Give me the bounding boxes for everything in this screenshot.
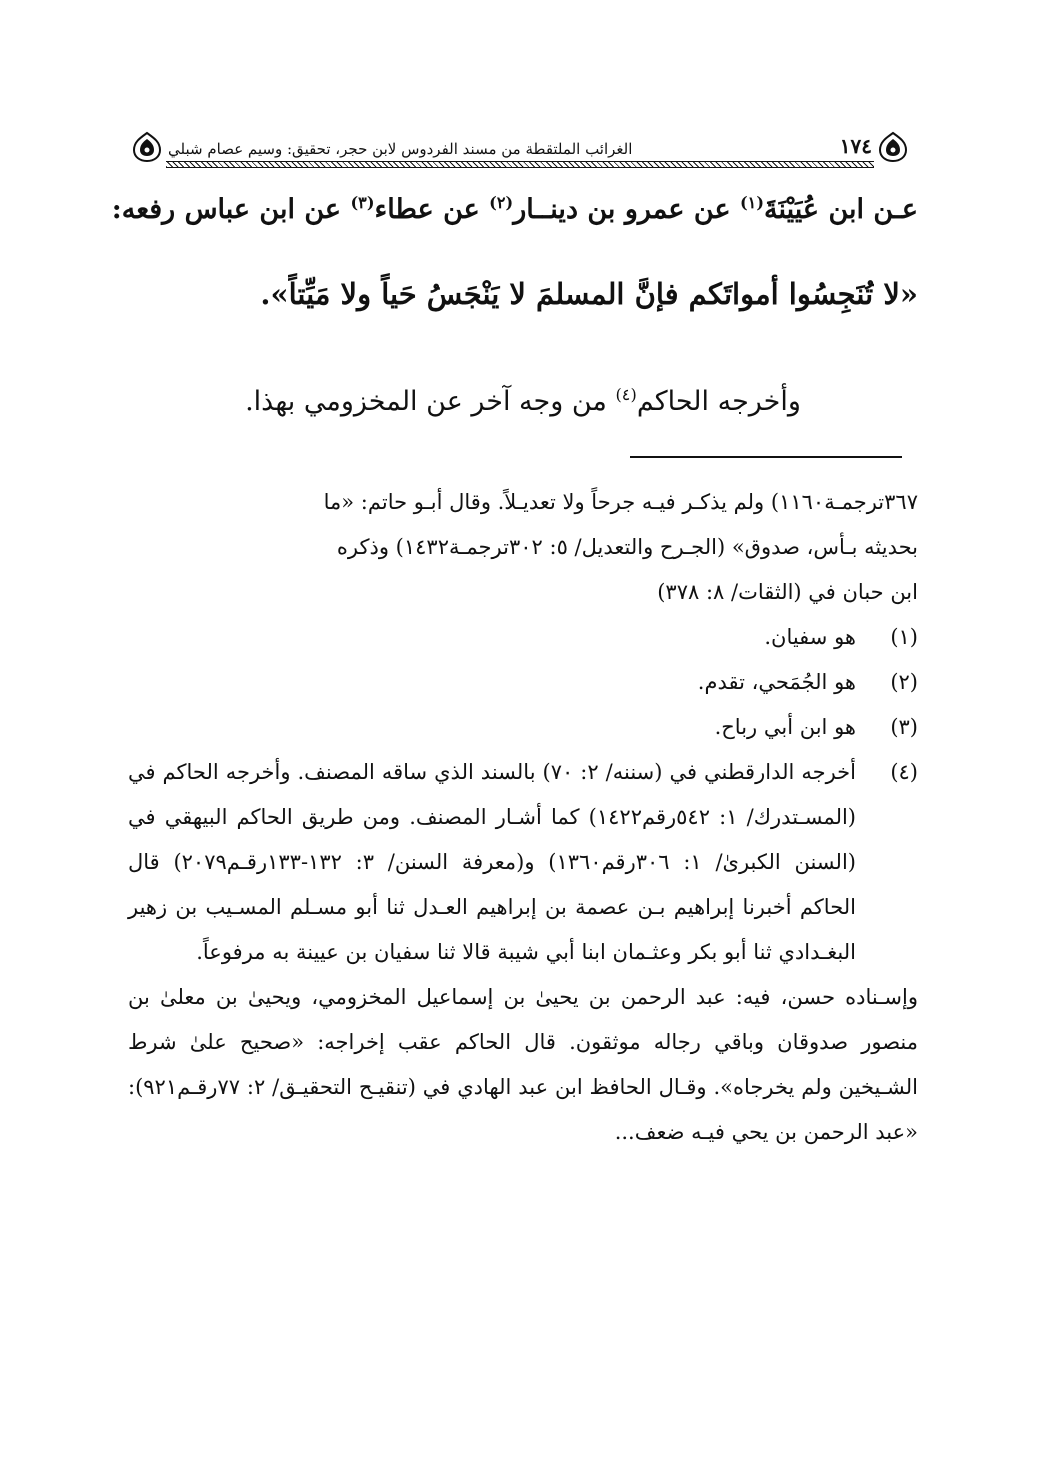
header-rule xyxy=(166,161,874,168)
isnad-text: عن عطاء xyxy=(374,194,490,225)
footnote-number: (١) xyxy=(890,625,918,649)
isnad-text: عن ابن عباس رفعه: xyxy=(111,194,351,225)
footnotes xyxy=(128,480,918,1155)
footnote-text: هو سفيان. xyxy=(764,625,856,649)
takhrij-text: من وجه آخر عن المخزومي بهذا. xyxy=(245,386,616,417)
footnote-divider xyxy=(630,456,902,458)
footnote-text: أخرجه الدارقطني في (سننه/ ٢: ٧٠) بالسند الذي ساقه المصنف. وأخرجه الحاكم في (المسـتدرك/ ١: ٥٤٢رقم١٤٢٢) كما أشـار المصنف. ومن طريق الحاكم البيهقي في (السنن الكبرىٰ/ ١: ٣٠٦رقم١٣٦٠) و(معرفة السنن/ ٣: ١٣٢-١٣٣رقـم٢٠٧٩) قال الحاكم أخبرنا إبراهيم بـن عصمة بن إبراهيم العـدل ثنا أبو مسـلم المسـيب بن زهير البغـدادي ثنا أبو بكر وعثـمان ابنا أبي شيبة قالا ثنا سفيان بن عيينة به مرفوعاً. xyxy=(128,760,856,964)
ornament-icon xyxy=(876,130,910,164)
footnote-ref: (٢) xyxy=(489,193,514,212)
isnad-text: عن عمرو بن دينــار xyxy=(513,194,740,225)
footnote-number: (٤) xyxy=(890,760,918,784)
takhrij-text: وأخرجه الحاكم xyxy=(636,386,801,417)
footnote-continuation-line: بحديثه بـأس، صدوق» (الجـرح والتعديل/ ٥: ٣٠٢ترجمـة١٤٣٢) وذكره xyxy=(336,535,918,559)
footnote-item xyxy=(128,705,918,750)
takhrij-line xyxy=(128,382,918,422)
footnote-item xyxy=(128,615,918,660)
book-title: الغرائب الملتقطة من مسند الفردوس لابن حجر، تحقيق: وسيم عصام شبلي xyxy=(168,140,633,158)
footnote-continuation-line: ابن حبان في (الثقات/ ٨: ٣٧٨) xyxy=(657,580,918,604)
footnote-item xyxy=(128,750,918,975)
footnote-ref: (٣) xyxy=(350,193,375,212)
footnote-number: (٢) xyxy=(890,670,918,694)
isnad-line xyxy=(111,190,918,230)
footnote-ref: (١) xyxy=(739,193,765,212)
footnote-item xyxy=(128,660,918,705)
footnote-continuation-line: ٣٦٧ترجمـة١١٦٠) ولم يذكـر فيـه جرحاً ولا تعديـلاً. وقال أبـو حاتم: «ما xyxy=(323,490,918,514)
footnote-paragraph: وإسـناده حسن، فيه: عبد الرحمن بن يحيىٰ بن إسماعيل المخزومي، ويحيىٰ بن معلىٰ بن منصور صدوقان وباقي رجاله موثقون. قال الحاكم عقب إخراجه: «صحيح علىٰ شرط الشـيخين ولم يخرجاه». وقـال الحافظ ابن عبد الهادي في (تنقيـح التحقيـق/ ٢: ٧٧رقـم٩٢١): «عبد الرحمن بن يحي فيـه ضعف... xyxy=(128,985,918,1144)
footnote-text: هو الجُمَحي، تقدم. xyxy=(697,670,856,694)
page-number: ١٧٤ xyxy=(839,134,872,158)
footnote-number: (٣) xyxy=(890,715,918,739)
running-header xyxy=(130,128,910,174)
footnote-text: هو ابن أبي رباح. xyxy=(714,715,856,739)
isnad-text: عـن ابن عُيَيْنَةَ xyxy=(764,194,918,225)
ornament-icon xyxy=(130,130,164,164)
hadith-text: «لا تُنَجِسُوا أمواتَكم فإنَّ المسلمَ لا يَنْجَسُ حَياً ولا مَيِّتاً». xyxy=(260,277,918,311)
footnote-ref: (٤) xyxy=(615,385,637,404)
